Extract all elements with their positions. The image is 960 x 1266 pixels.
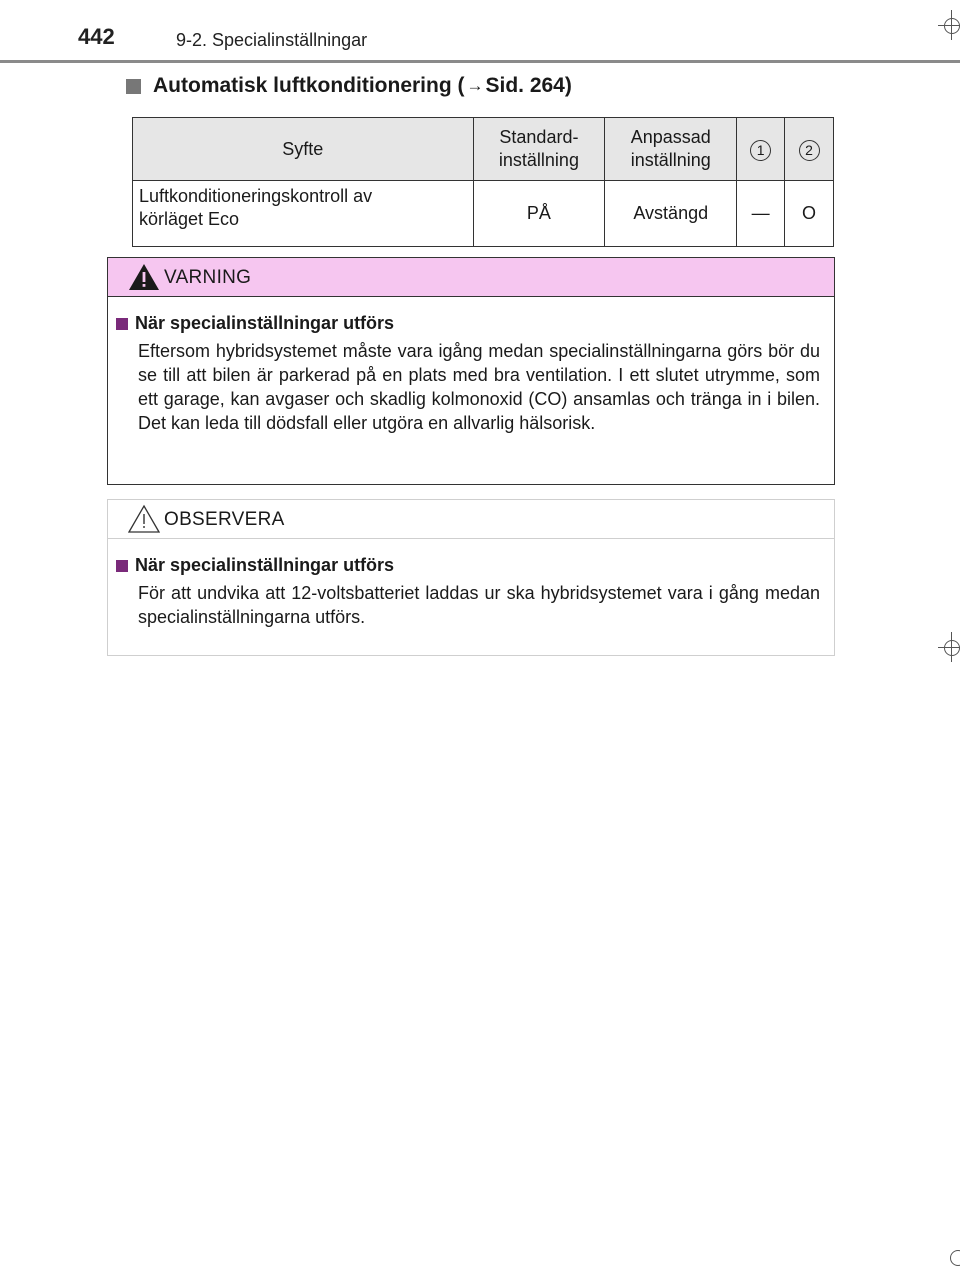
warning-subheading-text: När specialinställningar utförs: [135, 313, 395, 333]
page-header: [0, 0, 960, 64]
cell-default-value: PÅ: [473, 181, 605, 247]
notice-subheading: [114, 555, 820, 576]
header-default-setting: [473, 118, 605, 181]
section-page-reference: Sid. 264): [485, 74, 572, 97]
warning-triangle-filled-icon: [128, 262, 160, 292]
notice-box-header: [108, 500, 834, 539]
crop-mark-bottom-right-icon: [946, 1244, 960, 1263]
arrow-icon: →: [466, 76, 484, 95]
page-number: 442: [78, 24, 115, 49]
notice-title: OBSERVERA: [164, 509, 285, 530]
chapter-title: 9-2. Specialinställningar: [176, 30, 368, 50]
notice-subheading-text: När specialinställningar utförs: [135, 555, 395, 575]
square-bullet-icon: [116, 560, 128, 572]
settings-table: [132, 117, 834, 247]
header-default-line2: inställning: [498, 150, 579, 170]
notice-body: [108, 539, 834, 647]
header-rule: [0, 60, 960, 63]
crop-mark-middle-right-icon: [938, 632, 960, 662]
header-column-2: [785, 118, 834, 181]
circled-one-icon: 1: [750, 140, 771, 161]
header-column-1: [737, 118, 785, 181]
warning-box-header: [108, 258, 834, 297]
purpose-line2: körläget Eco: [139, 209, 240, 229]
cell-column-2: O: [785, 181, 834, 247]
warning-text: Eftersom hybridsystemet måste vara igång medan specialinställningarna görs bör du se till att bilen är parkerad på en plats med bra ventilation. I ett slutet utrymme, som ett garage, kan avgaser och skadlig kolmonoxid (CO) ansamlas och tränga in i bilen. Det kan leda till dödsfall eller utgöra en allvarlig hälsorisk.: [138, 341, 820, 433]
header-custom-line2: inställning: [630, 150, 711, 170]
warning-body: [108, 297, 834, 453]
warning-subheading: [114, 313, 820, 334]
purpose-line1: Luftkonditioneringskontroll av: [139, 186, 373, 206]
notice-text: För att undvika att 12-voltsbatteriet laddas ur ska hybridsystemet vara i gång medan specialinställningarna utförs.: [138, 583, 820, 627]
warning-title: VARNING: [164, 267, 252, 288]
circled-two-icon: 2: [799, 140, 820, 161]
notice-box: [107, 499, 835, 656]
warning-box: [107, 257, 835, 485]
crop-mark-top-right-icon: [938, 10, 960, 40]
header-custom-line1: Anpassad: [630, 127, 711, 147]
section-heading: [126, 74, 572, 98]
warning-triangle-outline-icon: [128, 504, 160, 534]
header-purpose: Syfte: [133, 118, 474, 181]
square-bullet-icon: [126, 79, 141, 94]
section-title-start: Automatisk luftkonditionering (: [153, 74, 465, 97]
square-bullet-icon: [116, 318, 128, 330]
header-custom-setting: [605, 118, 737, 181]
table-header-row: [133, 118, 834, 181]
header-default-line1: Standard-: [499, 127, 579, 147]
cell-purpose: [133, 181, 474, 247]
cell-custom-value: Avstängd: [605, 181, 737, 247]
cell-column-1: —: [737, 181, 785, 247]
table-row: [133, 181, 834, 247]
